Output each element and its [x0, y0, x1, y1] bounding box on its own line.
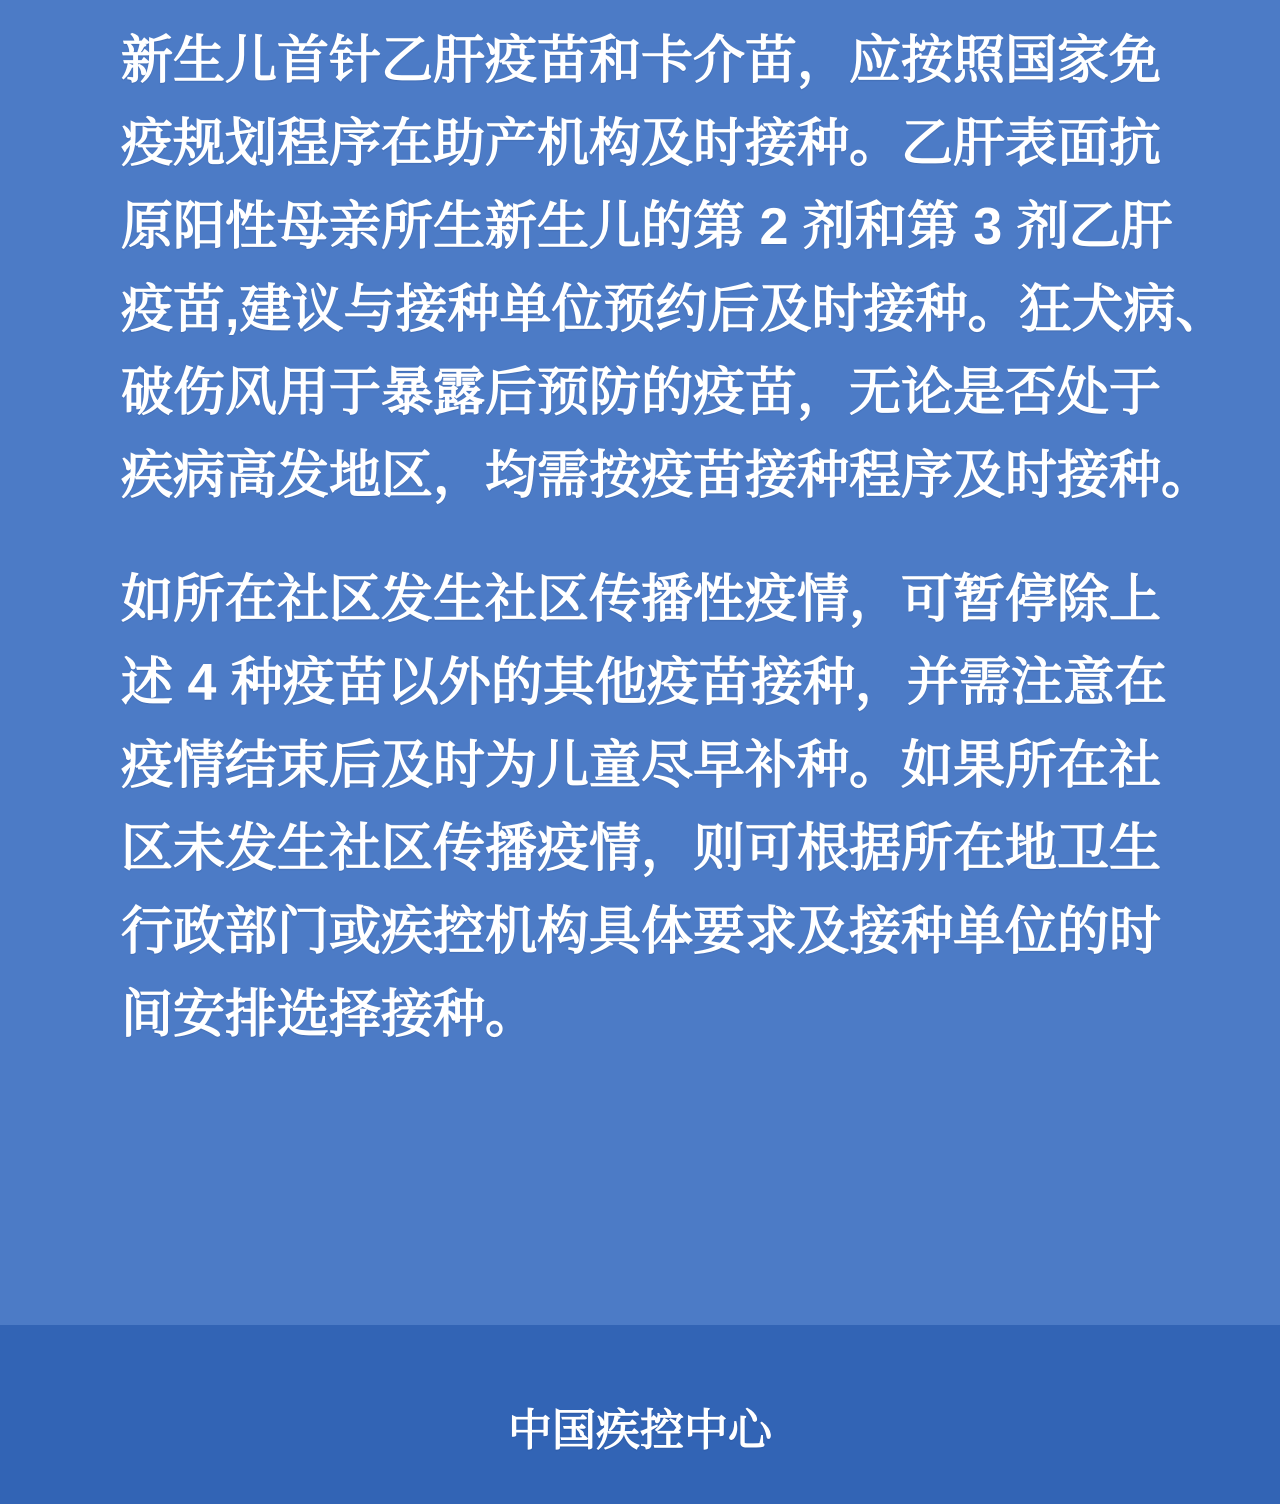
- text-line: 间安排选择接种。: [121, 986, 538, 1044]
- footer-band: [0, 1325, 1280, 1504]
- paragraph-vaccination-guidance: [121, 20, 1280, 518]
- text-line: 破伤风用于暴露后预防的疫苗，无论是否处于: [121, 364, 1162, 422]
- text-line: 疫苗,建议与接种单位预约后及时接种。狂犬病、: [121, 281, 1228, 339]
- text-line: 疫情结束后及时为儿童尽早补种。如果所在社: [121, 737, 1162, 795]
- text-line: 区未发生社区传播疫情，则可根据所在地卫生: [121, 820, 1162, 878]
- text-line: 如所在社区发生社区传播性疫情，可暂停除上: [121, 571, 1162, 629]
- text-line: 新生儿首针乙肝疫苗和卡介苗，应按照国家免: [121, 32, 1162, 90]
- text-line: 行政部门或疾控机构具体要求及接种单位的时: [121, 903, 1162, 961]
- text-line: 述 4 种疫苗以外的其他疫苗接种，并需注意在: [121, 654, 1167, 712]
- paragraph-epidemic-guidance: [121, 559, 1280, 1057]
- source-attribution: 中国疾控中心: [508, 1405, 772, 1455]
- text-line: 疫规划程序在助产机构及时接种。乙肝表面抗: [121, 115, 1162, 173]
- text-line: 原阳性母亲所生新生儿的第 2 剂和第 3 剂乙肝: [121, 198, 1173, 256]
- text-line: 疾病高发地区，均需按疫苗接种程序及时接种。: [121, 447, 1214, 505]
